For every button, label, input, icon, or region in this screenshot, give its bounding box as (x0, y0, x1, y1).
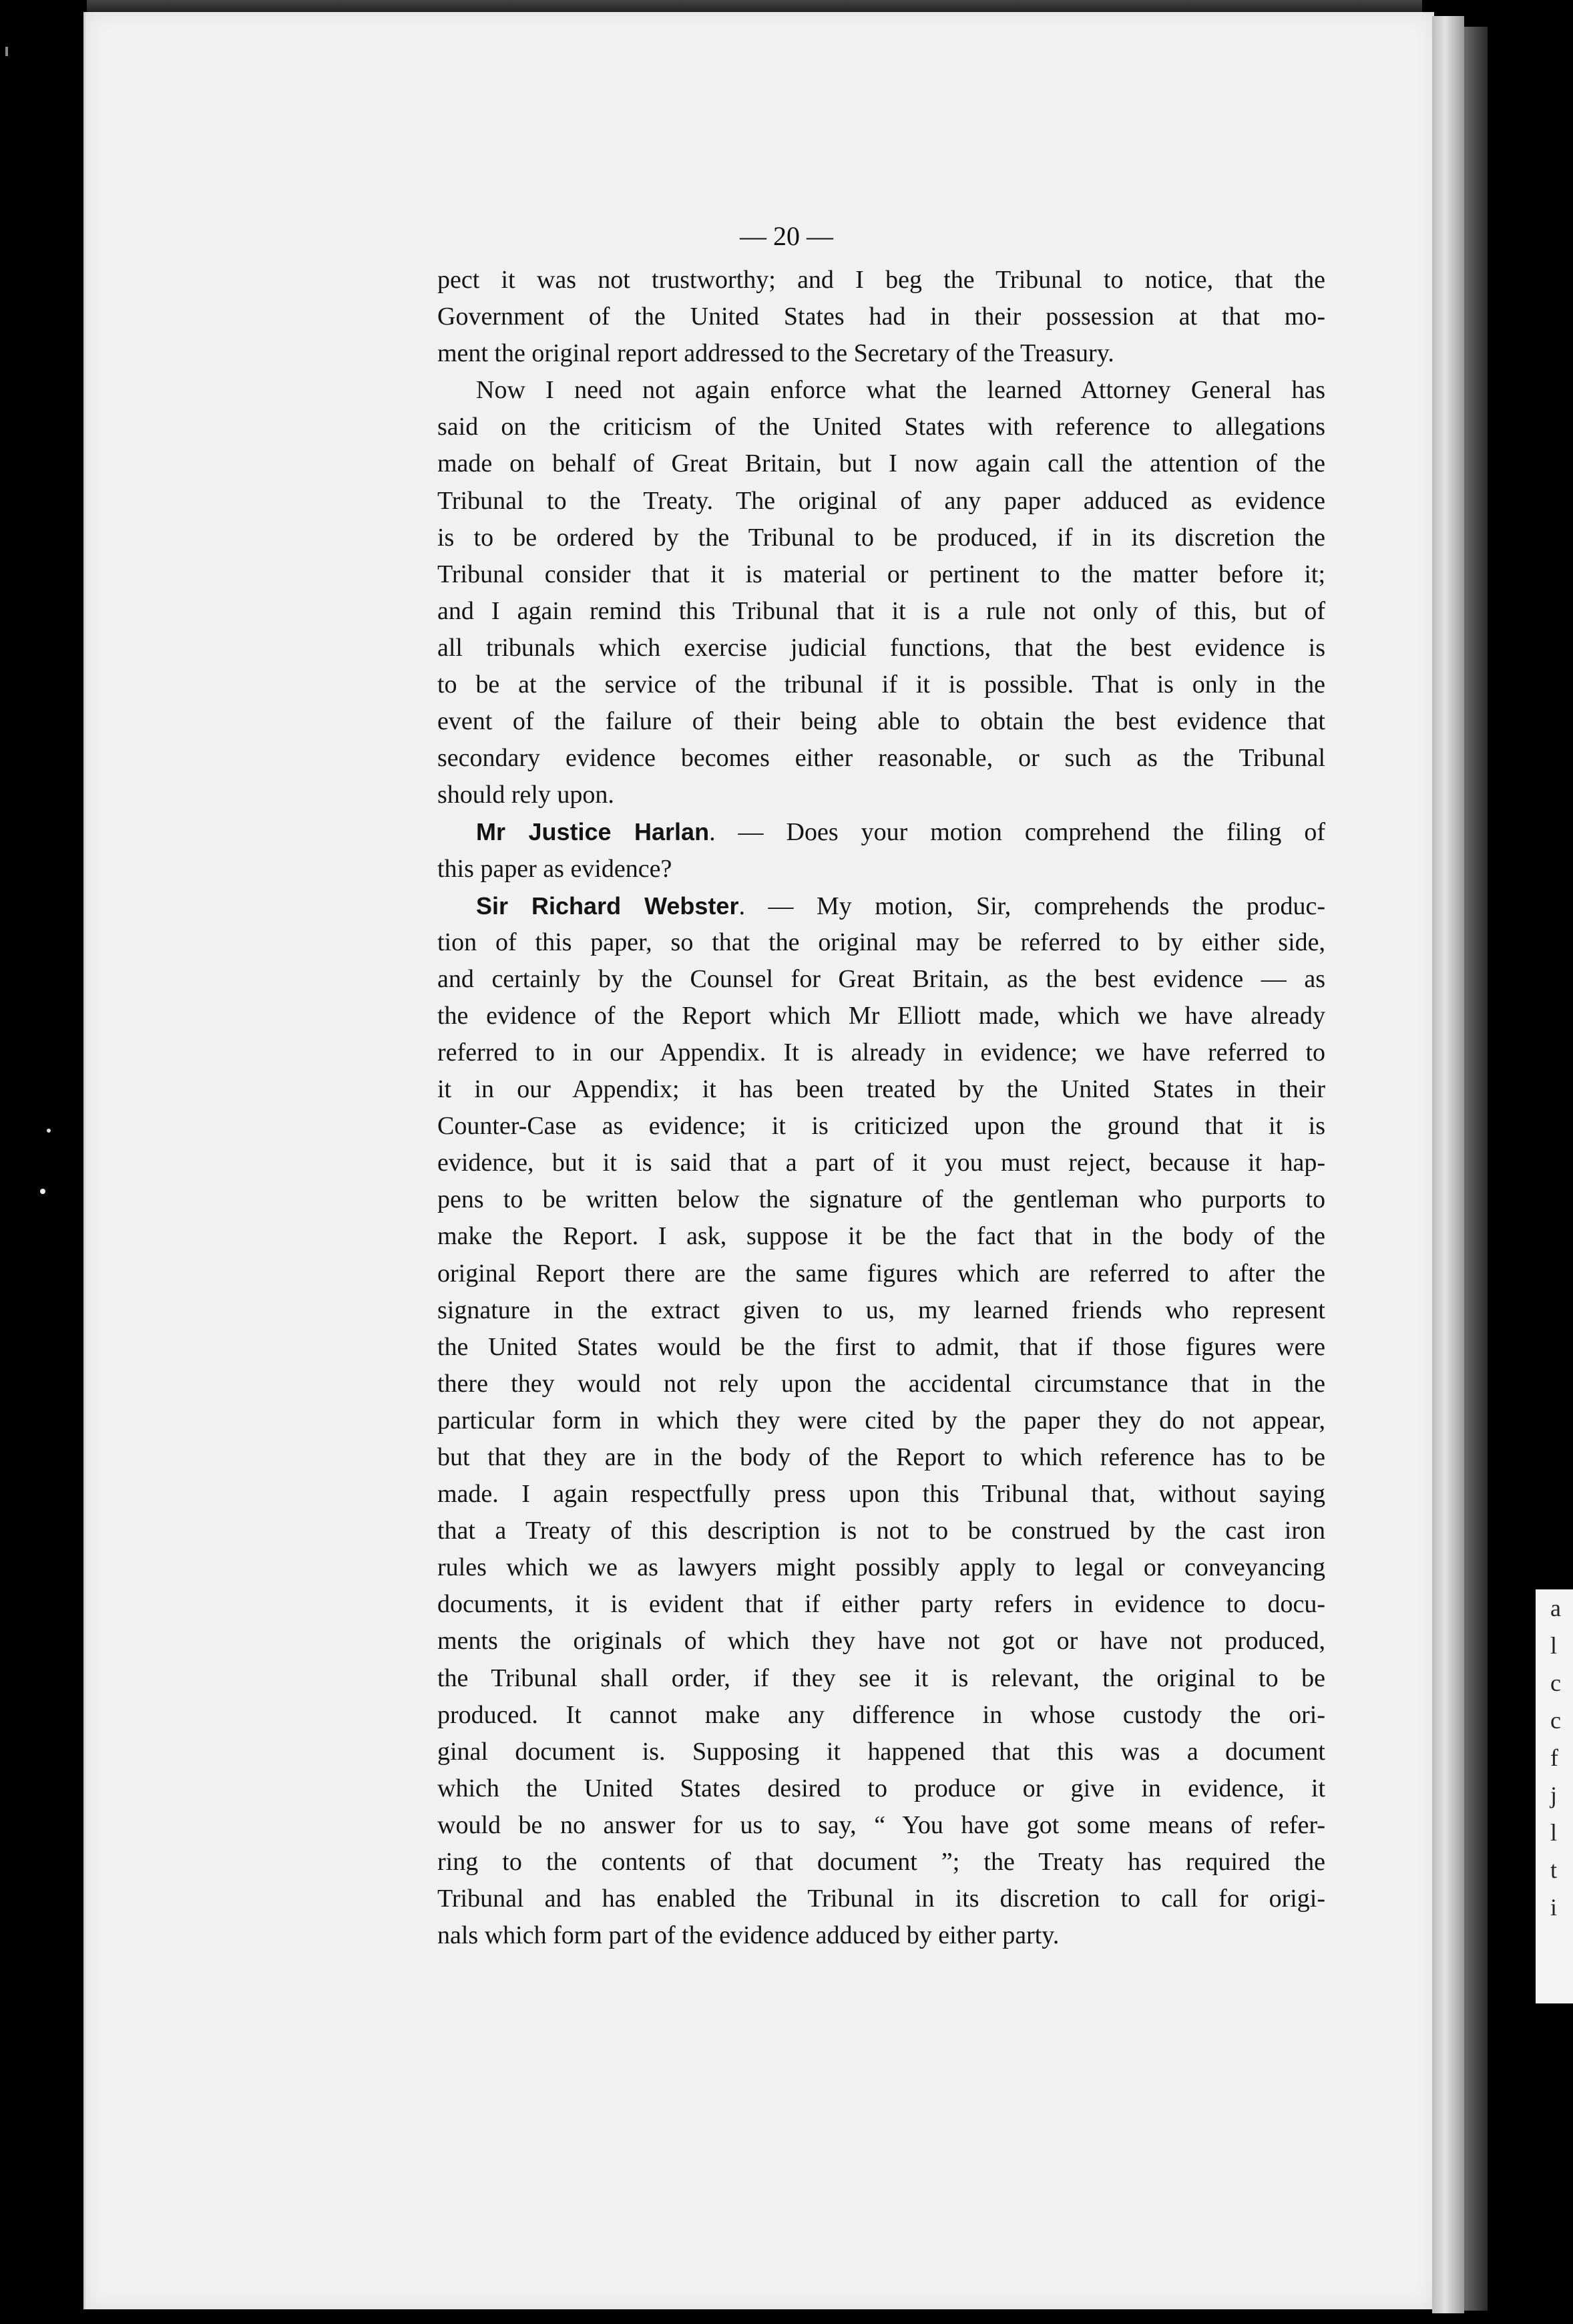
next-page-fragment (1536, 1589, 1573, 2003)
line-text: to be at the service of the tribunal if it is possible. That is only in the (437, 670, 1325, 699)
scan-speck (5, 47, 8, 56)
scan-speck (40, 1189, 45, 1194)
next-page-letter: t (1550, 1857, 1558, 1883)
text-line (437, 1329, 1325, 1366)
text-line (437, 556, 1325, 593)
text-line (437, 666, 1325, 703)
line-text: it in our Appendix; it has been treated by the United States in their (437, 1075, 1325, 1104)
text-line (437, 1145, 1325, 1181)
page-number: — 20 — (740, 221, 833, 251)
line-text: ginal document is. Supposing it happened that this was a document (437, 1737, 1325, 1766)
line-text: is to be ordered by the Tribunal to be produced, if in its discretion the (437, 523, 1325, 552)
text-line (437, 1034, 1325, 1071)
line-text: ring to the contents of that document ”; the Treaty has required the (437, 1848, 1325, 1877)
line-text: signature in the extract given to us, my learned friends who represent (437, 1296, 1325, 1324)
text-line (437, 1476, 1325, 1513)
text-line (437, 1697, 1325, 1734)
text-line (437, 445, 1325, 482)
text-line (437, 1402, 1325, 1439)
text-line (437, 630, 1325, 666)
text-line (437, 1255, 1325, 1292)
line-text: pect it was not trustworthy; and I beg the Tribunal to notice, that the (437, 266, 1325, 294)
line-text: pens to be written below the signature of the gentleman who purports to (437, 1185, 1325, 1214)
text-line (437, 961, 1325, 998)
next-page-letter: i (1550, 1894, 1558, 1921)
page-gutter-edge (1432, 16, 1464, 2313)
line-text: Government of the United States had in their possession at that mo- (437, 303, 1325, 331)
line-text: event of the failure of their being able to obtain the best evidence that (437, 707, 1325, 736)
line-text: should rely upon. (437, 781, 614, 809)
text-line (437, 372, 1325, 409)
line-text: tion of this paper, so that the original may be referred to by either side, (437, 928, 1325, 956)
next-page-letter: c (1550, 1670, 1561, 1696)
next-page-letter: l (1550, 1819, 1558, 1846)
next-page-letter: j (1550, 1782, 1558, 1808)
text-line (437, 593, 1325, 630)
line-text: ment the original report addressed to the Secretary of the Treasury. (437, 339, 1114, 368)
text-line (437, 1071, 1325, 1108)
line-text: that a Treaty of this description is not to be construed by the cast iron (437, 1517, 1325, 1545)
line-text: Now I need not again enforce what the learned Attorney General has (476, 376, 1325, 405)
text-line (437, 1734, 1325, 1770)
speaker-name: Mr Justice Harlan (476, 818, 710, 846)
text-line (437, 1108, 1325, 1145)
next-page-letter: c (1550, 1707, 1561, 1734)
text-line (437, 813, 1325, 850)
line-text: this paper as evidence? (437, 854, 672, 883)
line-text: . — My motion, Sir, comprehends the produc- (738, 892, 1325, 920)
line-text: Tribunal and has enabled the Tribunal in its discretion to call for origi- (437, 1885, 1325, 1913)
text-line (437, 1292, 1325, 1329)
line-text: Counter-Case as evidence; it is criticized upon the ground that it is (437, 1112, 1325, 1141)
line-text: and certainly by the Counsel for Great Britain, as the best evidence — as (437, 964, 1325, 993)
text-line (437, 1181, 1325, 1218)
text-line (437, 1844, 1325, 1881)
line-text: and I again remind this Tribunal that it is a rule not only of this, but of (437, 596, 1325, 625)
text-line (437, 299, 1325, 335)
text-line (437, 1218, 1325, 1255)
line-text: said on the criticism of the United States with reference to allegations (437, 413, 1325, 441)
line-text: the evidence of the Report which Mr Elliott made, which we have already (437, 1001, 1325, 1030)
scan-speck (47, 1129, 51, 1133)
text-line (437, 1917, 1325, 1954)
text-line (437, 1366, 1325, 1402)
line-text: there they would not rely upon the accidental circumstance that in the (437, 1369, 1325, 1398)
next-page-letter: l (1550, 1632, 1558, 1659)
line-text: rules which we as lawyers might possibly apply to legal or conveyancing (437, 1553, 1325, 1582)
text-line (437, 1807, 1325, 1844)
line-text: evidence, but it is said that a part of it you must reject, because it hap- (437, 1149, 1325, 1177)
line-text: which the United States desired to produce or give in evidence, it (437, 1774, 1325, 1802)
line-text: would be no answer for us to say, “ You have got some means of refer- (437, 1810, 1325, 1839)
text-line (437, 409, 1325, 445)
line-text: made on behalf of Great Britain, but I now again call the attention of the (437, 449, 1325, 478)
text-line (437, 1439, 1325, 1476)
line-text: produced. It cannot make any difference in whose custody the ori- (437, 1700, 1325, 1729)
next-page-letter: a (1550, 1595, 1561, 1621)
line-text: made. I again respectfully press upon this Tribunal that, without saying (437, 1480, 1325, 1509)
text-line (437, 924, 1325, 961)
text-line (437, 998, 1325, 1034)
line-text: the Tribunal shall order, if they see it is relevant, the original to be (437, 1664, 1325, 1692)
line-text: original Report there are the same figures which are referred to after the (437, 1259, 1325, 1288)
text-line (437, 1549, 1325, 1586)
speaker-name: Sir Richard Webster (476, 892, 739, 920)
text-line (437, 888, 1325, 924)
text-line (437, 262, 1325, 299)
text-line (437, 703, 1325, 740)
text-line (437, 1623, 1325, 1660)
line-text: referred to in our Appendix. It is already in evidence; we have referred to (437, 1038, 1325, 1067)
line-text: ments the originals of which they have not got or have not produced, (437, 1627, 1325, 1656)
line-text: make the Report. I ask, suppose it be the fact that in the body of the (437, 1222, 1325, 1251)
line-text: the United States would be the first to admit, that if those figures were (437, 1332, 1325, 1361)
text-line (437, 1770, 1325, 1807)
page-binding-shadow (1464, 27, 1488, 2311)
line-text: all tribunals which exercise judicial functions, that the best evidence is (437, 633, 1325, 662)
text-line (437, 483, 1325, 520)
body-text (437, 262, 1325, 1954)
text-line (437, 1660, 1325, 1697)
text-line (437, 1513, 1325, 1549)
text-line (437, 740, 1325, 777)
text-line (437, 777, 1325, 813)
line-text: but that they are in the body of the Report to which reference has to be (437, 1443, 1325, 1471)
text-line (437, 851, 1325, 888)
text-line (437, 335, 1325, 372)
line-text: documents, it is evident that if either party refers in evidence to docu- (437, 1590, 1325, 1619)
line-text: particular form in which they were cited by the paper they do not appear, (437, 1406, 1325, 1434)
line-text: nals which form part of the evidence adduced by either party. (437, 1921, 1060, 1950)
line-text: secondary evidence becomes either reasonable, or such as the Tribunal (437, 744, 1325, 773)
text-line (437, 1586, 1325, 1623)
line-text: Tribunal consider that it is material or pertinent to the matter before it; (437, 560, 1325, 588)
line-text: . — Does your motion comprehend the filing of (709, 818, 1325, 847)
next-page-letter: f (1550, 1744, 1558, 1771)
line-text: Tribunal to the Treaty. The original of any paper adduced as evidence (437, 486, 1325, 515)
text-line (437, 1881, 1325, 1917)
text-line (437, 520, 1325, 556)
